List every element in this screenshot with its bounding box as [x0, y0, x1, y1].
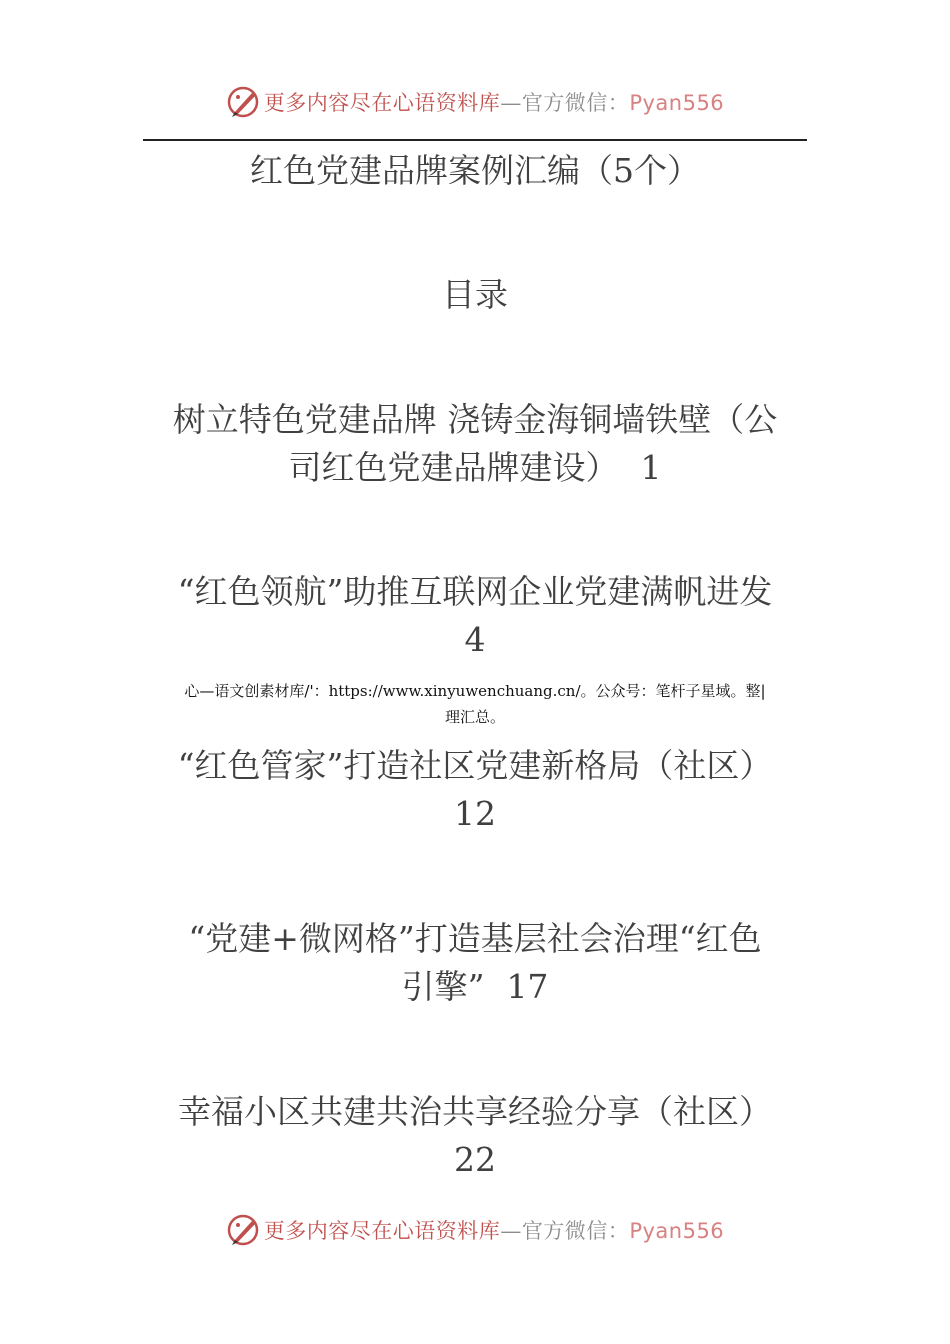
toc-entry-2-page: 4 [464, 620, 486, 659]
pen-quill-logo-icon [226, 85, 260, 119]
toc-entry-2-line1: “红色领航”助推互联网企业党建满帆进发 [177, 572, 773, 611]
toc-entry-5-line1: 幸福小区共建共治共享经验分享（社区） [178, 1092, 772, 1131]
source-url-link[interactable]: https://www.xinyuwenchuang.cn/ [328, 682, 581, 700]
site-name: 更多内容尽在心语资料库 [263, 91, 501, 115]
site-name: 更多内容尽在心语资料库 [263, 1219, 501, 1243]
source-note-line2: 理汇总。 [444, 708, 505, 726]
pen-quill-logo-icon [226, 1213, 260, 1247]
toc-entry-1-line1: 树立特色党建品牌 浇铸金海铜墙铁壁（公 [172, 400, 778, 439]
footer-banner-text [264, 1215, 724, 1245]
toc-entry-1-line2 [143, 444, 807, 492]
toc-entry-4-title-cont: 引擎” [401, 967, 485, 1006]
wechat-id: Pyan556 [629, 1219, 725, 1243]
header-banner-text [264, 87, 724, 117]
toc-entry-5-page: 22 [454, 1140, 496, 1179]
toc-entry-4-page: 17 [506, 967, 549, 1006]
toc-entry-4[interactable] [143, 915, 807, 1011]
toc-entry-3-page: 12 [454, 794, 496, 833]
wechat-label: 官方微信： [521, 91, 630, 115]
source-note-line1 [143, 678, 807, 704]
toc-entry-5[interactable] [143, 1088, 807, 1184]
toc-entry-4-line2 [143, 963, 807, 1011]
toc-entry-1-page: 1 [640, 448, 662, 487]
source-note [143, 678, 807, 730]
header-banner [0, 82, 950, 122]
toc-entry-1-title-cont: 司红色党建品牌建设） [288, 448, 619, 487]
source-note-suffix: 。公众号：笔杆子星域。整| [580, 682, 766, 700]
toc-entry-1[interactable] [143, 396, 807, 492]
footer-banner [0, 1210, 950, 1250]
wechat-id: Pyan556 [629, 91, 725, 115]
toc-entry-4-line1: “党建+微网格”打造基层社会治理“红色 [188, 919, 762, 958]
toc-heading: 目录 [442, 275, 508, 314]
banner-separator: — [500, 1219, 522, 1243]
document-title: 红色党建品牌案例汇编（5个） [250, 151, 700, 190]
source-note-prefix: 心—语文创素材库/'： [184, 682, 329, 700]
toc-entry-3-line1: “红色管家”打造社区党建新格局（社区） [177, 746, 773, 785]
header-rule [143, 139, 807, 141]
toc-entry-2[interactable] [143, 568, 807, 664]
banner-separator: — [500, 91, 522, 115]
toc-entry-3[interactable] [143, 742, 807, 838]
wechat-label: 官方微信： [521, 1219, 630, 1243]
